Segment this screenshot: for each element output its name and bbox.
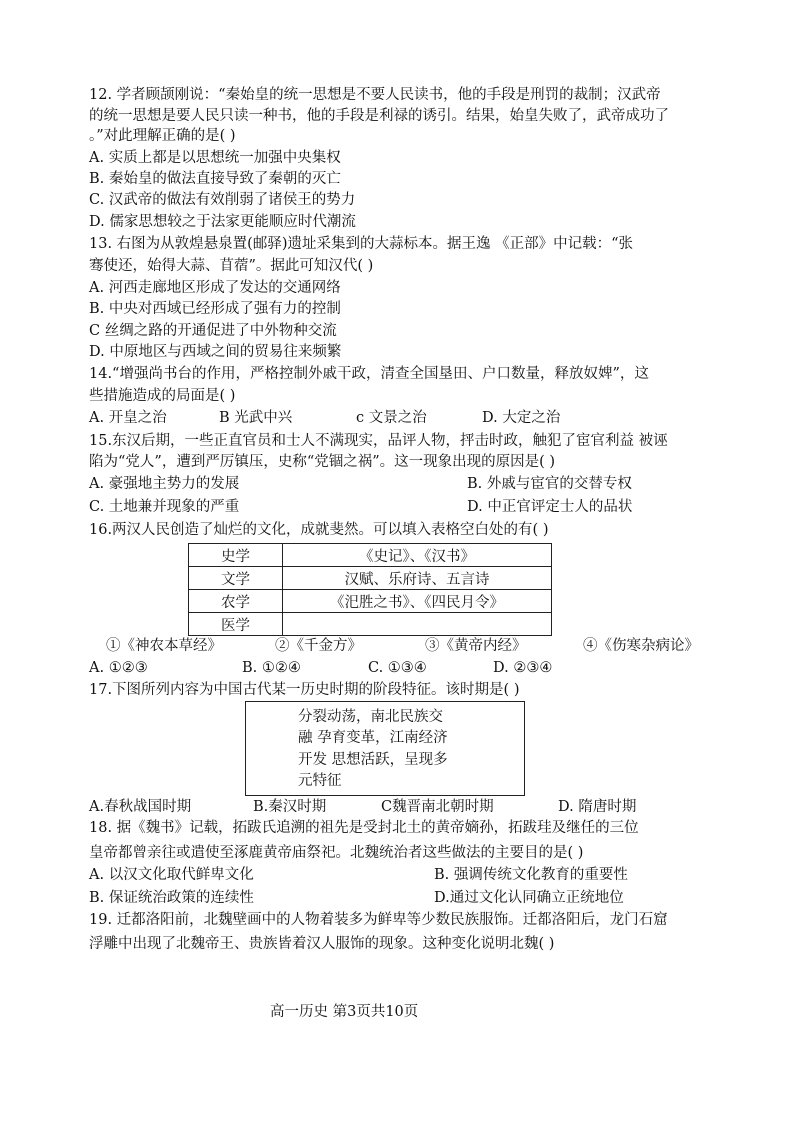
q18-option-b: B. 强调传统文化教育的重要性 [434, 867, 628, 883]
q16-item-4: ④《伤寒杂病论》 [583, 638, 699, 654]
q14-stem-line-2: 些措施造成的局面是( ) [89, 388, 236, 404]
q15-option-c: C. 土地兼并现象的严重 [89, 499, 240, 515]
q17-feature-box [245, 701, 525, 796]
q19-stem-line-2: 浮雕中出现了北魏帝王、贵族皆着汉人服饰的现象。这种变化说明北魏( ) [89, 936, 555, 952]
q15-option-b: B. 外戚与宦官的交替专权 [467, 476, 632, 492]
q17-box-line-2: 融 孕育变革，江南经济 [298, 730, 448, 746]
q18-stem-line-2: 皇帝都曾亲往或遣使至涿鹿黄帝庙祭祀。北魏统治者这些做法的主要目的是( ) [89, 845, 584, 861]
q15-option-a: A. 豪强地主势力的发展 [89, 476, 240, 492]
q16-option-c: C. ①③④ [368, 660, 427, 676]
table-row [189, 613, 552, 636]
q16-item-1: ①《神农本草经》 [106, 638, 222, 654]
q12-option-d: D. 儒家思想较之于法家更能顺应时代潮流 [89, 214, 356, 230]
q12-stem-line-3: 。”对此理解正确的是( ) [89, 128, 236, 144]
q16-item-3: ③《黄帝内经》 [425, 638, 527, 654]
q16-item-2: ②《千金方》 [275, 638, 362, 654]
q13-option-c: C 丝绸之路的开通促进了中外物种交流 [89, 323, 337, 339]
q18-option-a: A. 以汉文化取代鲜卑文化 [89, 867, 254, 883]
q17-option-b: B.秦汉时期 [253, 799, 327, 815]
q17-option-a: A.春秋战国时期 [89, 799, 192, 815]
q15-option-d: D. 中正官评定士人的品状 [467, 499, 633, 515]
table-cell: 医学 [189, 613, 283, 636]
table-cell: 《汜胜之书》、《四民月令》 [283, 590, 552, 613]
table-row [189, 544, 552, 567]
q18-option-c: B. 保证统治政策的连续性 [89, 890, 254, 906]
q12-option-b: B. 秦始皇的做法直接导致了秦朝的灭亡 [89, 171, 341, 187]
q18-stem-line-1: 18. 据《魏书》记载，拓跋氏追溯的祖先是受封北土的黄帝嫡孙，拓跋珪及继任的三位 [89, 820, 639, 836]
table-cell: 农学 [189, 590, 283, 613]
q13-stem-line-1: 13. 右图为从敦煌悬泉置(邮驿)遗址采集到的大蒜标本。据王逸 《正部》中记载：“张 [89, 236, 634, 252]
table-cell: 史学 [189, 544, 283, 567]
q16-option-a: A. ①②③ [89, 660, 148, 676]
q17-box-line-1: 分裂动荡，南北民族交 [298, 709, 443, 725]
q13-option-d: D. 中原地区与西域之间的贸易往来频繁 [89, 344, 342, 360]
table-cell: 文学 [189, 567, 283, 590]
q16-culture-table [188, 543, 552, 636]
q13-option-a: A. 河西走廊地区形成了发达的交通网络 [89, 280, 341, 296]
q17-box-line-4: 元特征 [298, 773, 342, 789]
q14-option-a: A. 开皇之治 [89, 410, 167, 426]
q12-stem-line-1: 12. 学者顾颉刚说：“秦始皇的统一思想是不要人民读书，他的手段是刑罚的裁制；汉武帝 [89, 87, 661, 103]
table-cell-blank [283, 613, 552, 636]
q17-option-d: D. 隋唐时期 [558, 799, 637, 815]
q14-option-c: c 文景之治 [356, 410, 427, 426]
table-row [189, 590, 552, 613]
q17-box-line-3: 开发 思想活跃，呈现多 [298, 752, 448, 768]
q15-stem-line-2: 陷为“党人”，遭到严厉镇压，史称“党锢之祸”。这一现象出现的原因是( ) [89, 454, 556, 470]
q16-option-b: B. ①②④ [242, 660, 301, 676]
q13-stem-line-2: 骞使还，始得大蒜、苜蓿”。据此可知汉代( ) [89, 258, 374, 274]
q15-stem-line-1: 15.东汉后期，一些正直官员和士人不满现实，品评人物，抨击时政，触犯了宦官利益 被诬 [89, 433, 668, 449]
q17-option-c: C魏晋南北朝时期 [381, 799, 494, 815]
table-cell: 汉赋、乐府诗、五言诗 [283, 567, 552, 590]
q16-stem: 16.两汉人民创造了灿烂的文化，成就斐然。可以填入表格空白处的有( ) [89, 522, 549, 538]
q18-option-d: D.通过文化认同确立正统地位 [434, 890, 624, 906]
q12-option-c: C. 汉武帝的做法有效削弱了诸侯王的势力 [89, 192, 356, 208]
q17-stem: 17.下图所列内容为中国古代某一历史时期的阶段特征。该时期是( ) [89, 682, 520, 698]
q14-option-d: D. 大定之治 [482, 410, 561, 426]
q14-option-b: B 光武中兴 [219, 410, 293, 426]
q14-stem-line-1: 14.“增强尚书台的作用，严格控制外戚干政，清查全国垦田、户口数量，释放奴婢”，这 [89, 366, 649, 382]
q12-option-a: A. 实质上都是以思想统一加强中央集权 [89, 150, 341, 166]
table-cell: 《史记》、《汉书》 [283, 544, 552, 567]
q13-option-b: B. 中央对西域已经形成了强有力的控制 [89, 301, 341, 317]
q12-stem-line-2: 的统一思想是要人民只读一种书，他的手段是利禄的诱引。结果，始皇失败了，武帝成功了 [89, 108, 669, 124]
q16-option-d: D. ②③④ [493, 660, 553, 676]
q19-stem-line-1: 19. 迁都洛阳前，北魏壁画中的人物着装多为鲜卑等少数民族服饰。迁都洛阳后，龙门石窟 [89, 912, 668, 928]
page-footer: 高一历史 第3页共10页 [270, 1004, 419, 1020]
table-row [189, 567, 552, 590]
